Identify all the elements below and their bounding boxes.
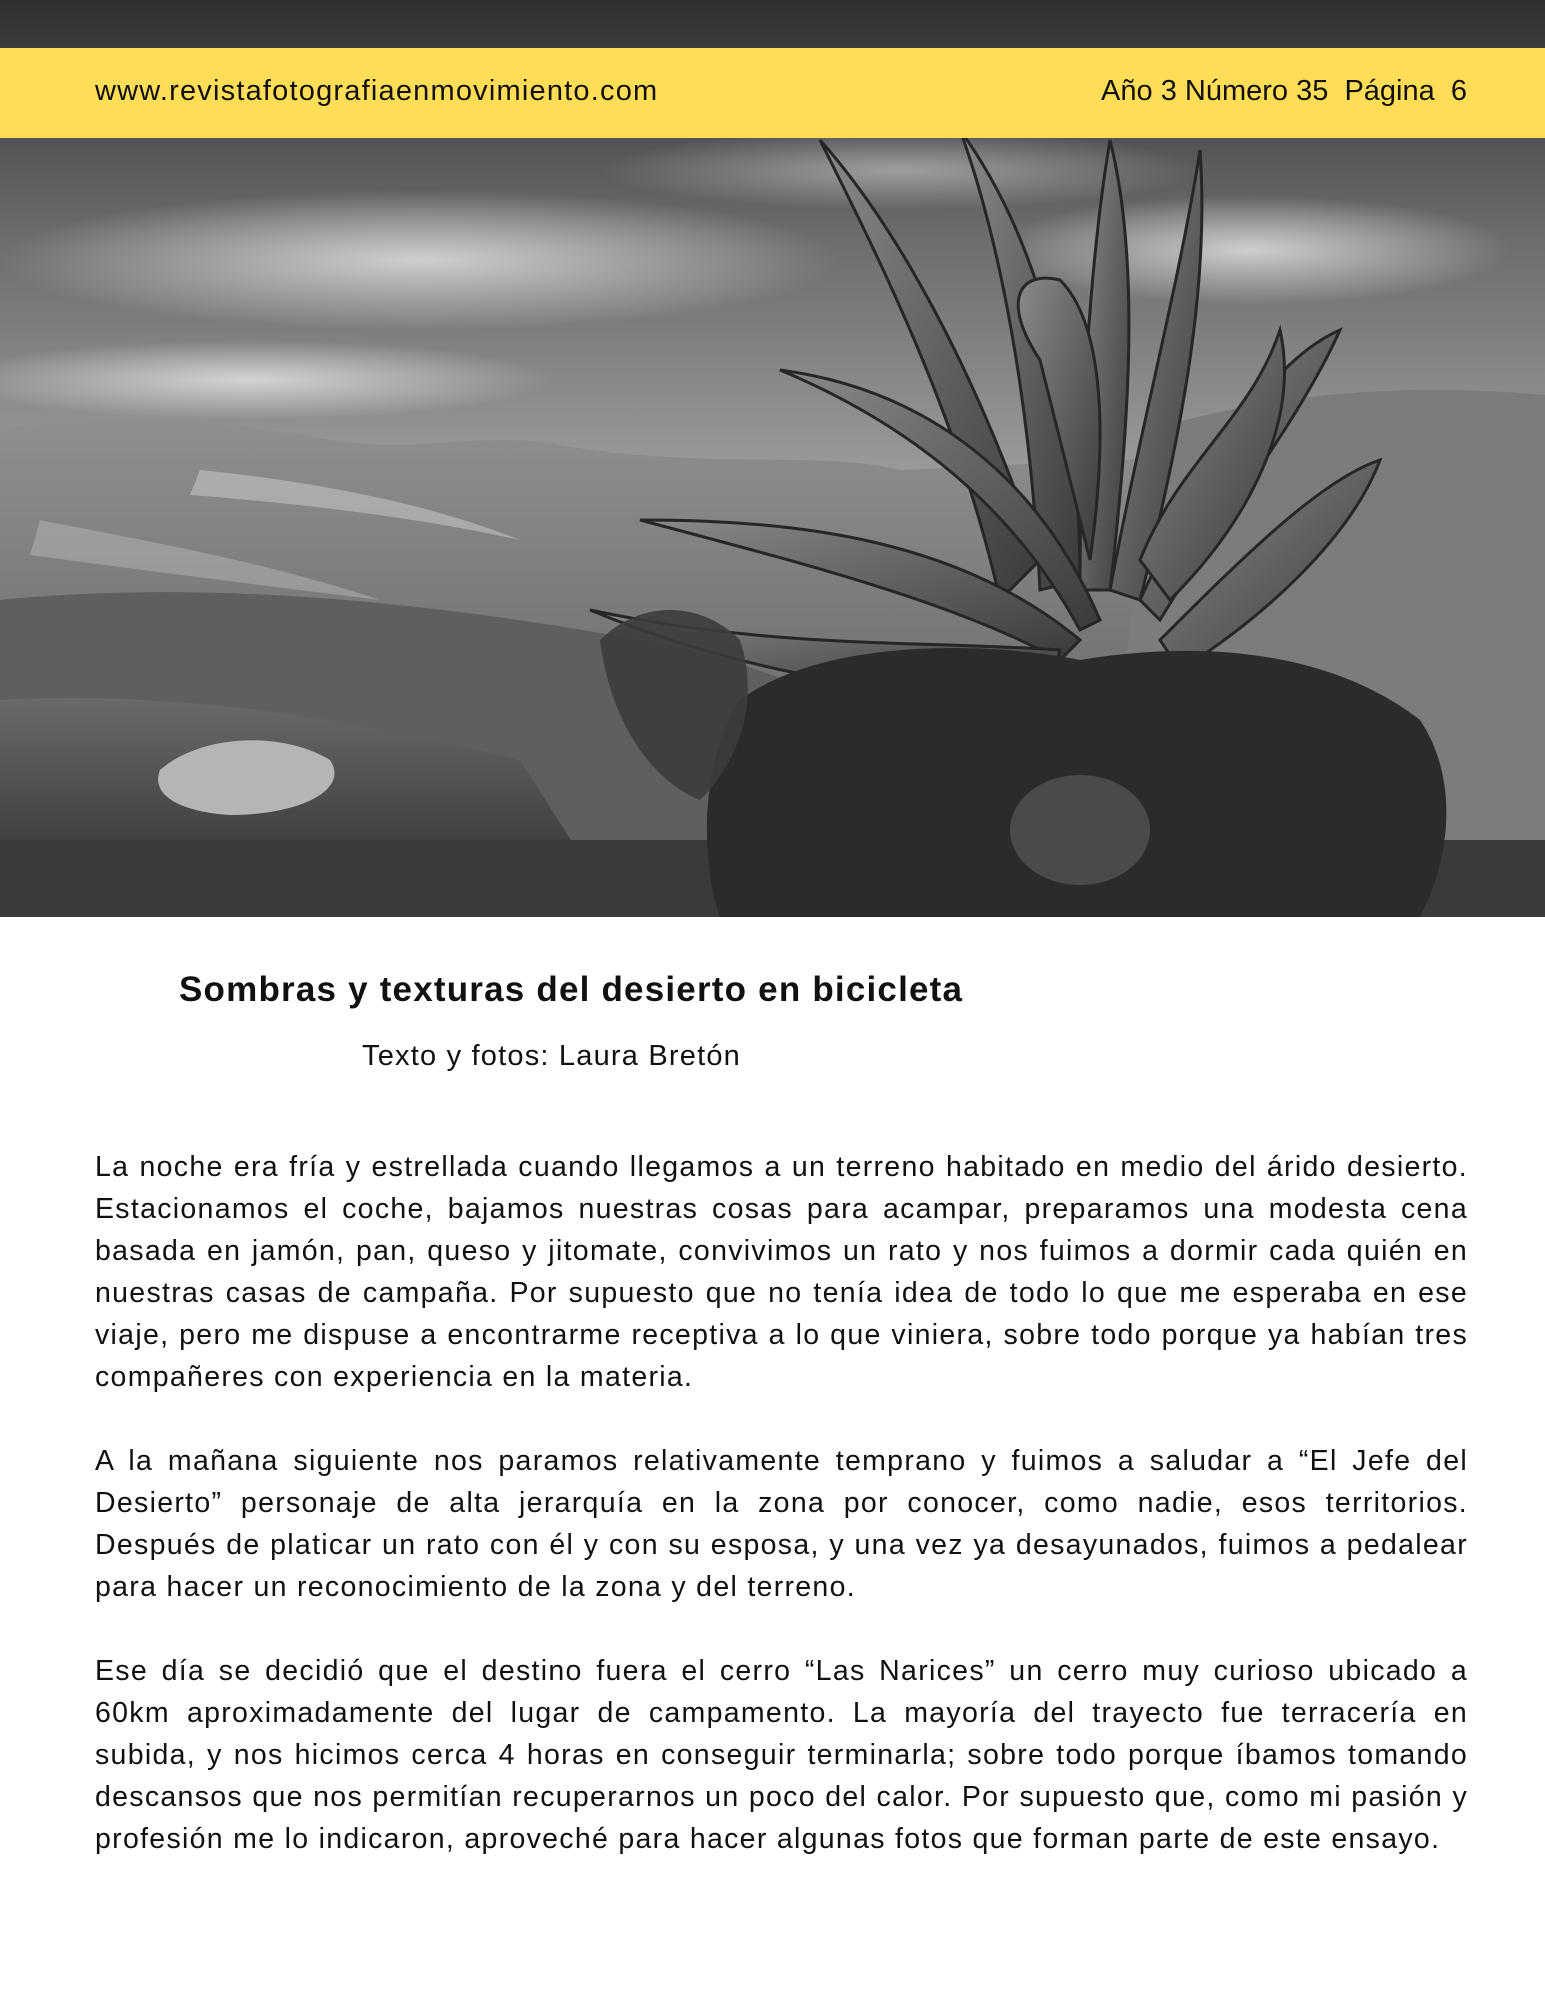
article-title: Sombras y texturas del desierto en bicicleta bbox=[179, 970, 964, 1009]
article-byline: Texto y fotos: Laura Bretón bbox=[362, 1040, 741, 1072]
paragraph-1: La noche era fría y estrellada cuando llegamos a un terreno habitado en medio del árido desierto. Estacionamos el coche, bajamos nuestras cosas para acampar, preparamos una modesta cena basada en jamón, pan, queso y jitomate, convivimos un rato y nos fuimos a dormir cada quién en nuestras casas de campaña. Por supuesto que no tenía idea de todo lo que me esperaba en ese viaje, pero me dispuse a encontrarme receptiva a lo que viniera, sobre todo porque ya habían tres compañeres con experiencia en la materia. bbox=[95, 1151, 1468, 1393]
issue-page-info: Año 3 Número 35 Página 6 bbox=[1101, 75, 1467, 107]
article-body bbox=[95, 1146, 1468, 1902]
paragraph-3: Ese día se decidió que el destino fuera el cerro “Las Narices” un cerro muy curioso ubicado a 60km aproximadamente del lugar de campamento. La mayoría del trayecto fue terracería en subida, y nos hicimos cerca 4 horas en conseguir terminarla; sobre todo porque íbamos tomando descansos que nos permitían recuperarnos un poco del calor. Por supuesto que, como mi pasión y profesión me lo indicaron, aproveché para hacer algunas fotos que forman parte de este ensayo. bbox=[95, 1655, 1468, 1855]
website-url[interactable]: www.revistafotografiaenmovimiento.com bbox=[95, 75, 659, 107]
header-band bbox=[0, 48, 1545, 138]
paragraph-2: A la mañana siguiente nos paramos relativamente temprano y fuimos a saludar a “El Jefe del Desierto” personaje de alta jerarquía en la zona por conocer, como nadie, esos territorios. Después de platicar un rato con él y con su esposa, y una vez ya desayunados, fuimos a pedalear para hacer un reconocimiento de la zona y del terreno. bbox=[95, 1445, 1468, 1603]
